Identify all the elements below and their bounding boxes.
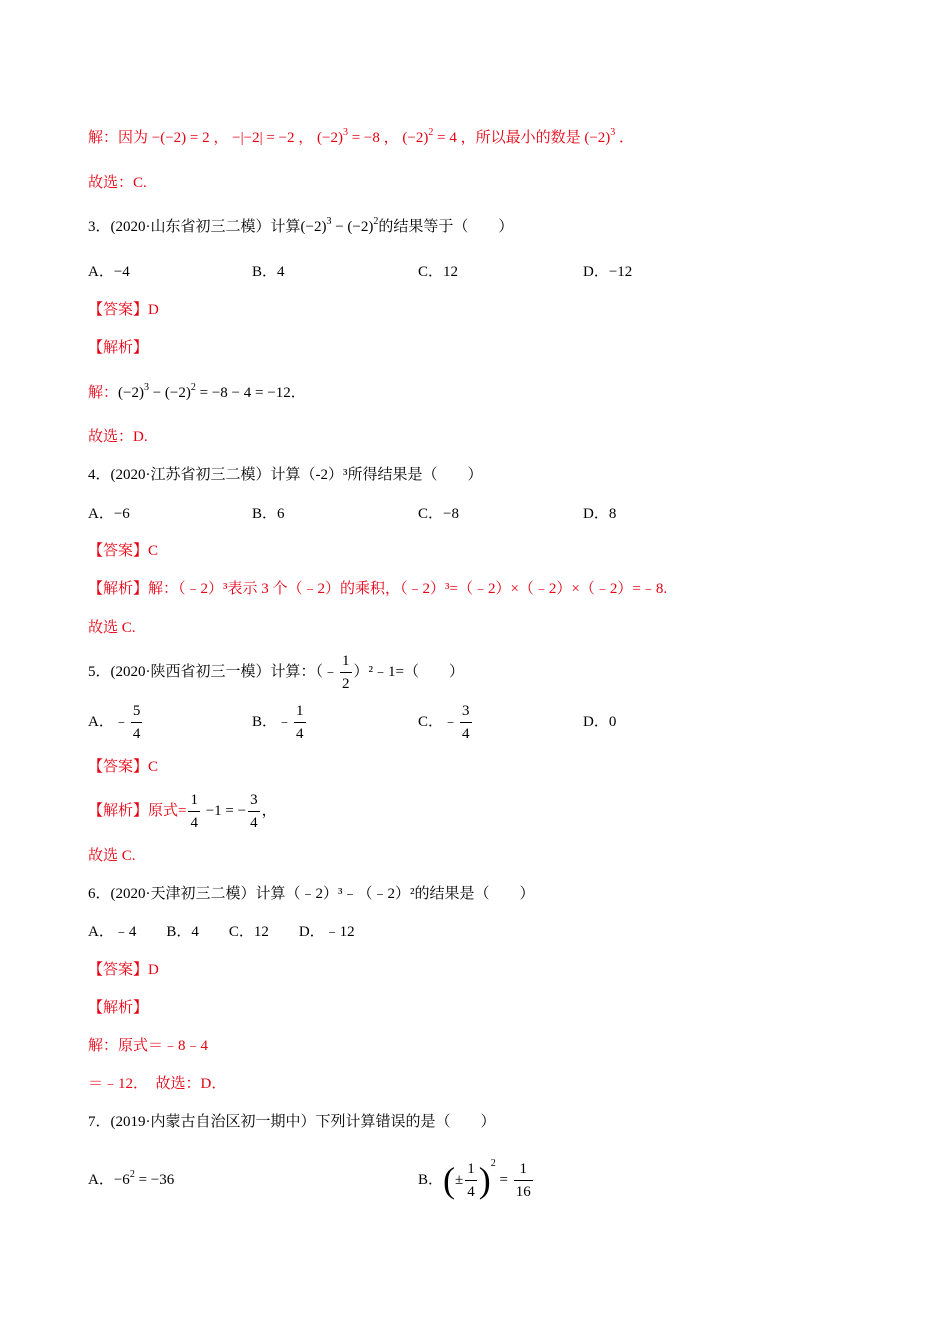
q3-solution-expr: $(-2)^3 - (-2)^2 = -8 - 4 = -12$． bbox=[118, 382, 306, 401]
q6-answer: 【答案】D bbox=[88, 962, 159, 978]
q6-solution-1: 解：原式＝﹣8﹣4 bbox=[88, 1038, 209, 1054]
q5-choice: 故选 C. bbox=[88, 848, 136, 864]
q5-analysis bbox=[88, 789, 277, 834]
top-solution-line bbox=[88, 128, 634, 148]
q6-analysis-label: 【解析】 bbox=[88, 1000, 149, 1016]
q7-stem: 7．(2019·内蒙古自治区初一期中）下列计算错误的是（ ） bbox=[88, 1114, 496, 1130]
separator: ， bbox=[213, 130, 229, 146]
q5-stem-post: ）²﹣1=（ ） bbox=[353, 664, 464, 680]
q3-solution-pre: 解： bbox=[88, 385, 119, 401]
expr-2: −|−2| = −2 bbox=[232, 130, 295, 146]
q3-answer: 【答案】D bbox=[88, 302, 159, 318]
q5-option-b: B．﹣ $\frac{1}{4}$ bbox=[252, 700, 308, 745]
q4-analysis: 【解析】解：（﹣2）³表示 3 个（﹣2）的乘积，（﹣2）³=（﹣2）×（﹣2）×（﹣2）=﹣8. bbox=[88, 581, 668, 597]
q3-option-d: D．−12 bbox=[583, 264, 633, 280]
q3-analysis-label: 【解析】 bbox=[88, 340, 149, 356]
q4-option-c: C．−8 bbox=[418, 506, 459, 522]
q4-option-a: A．−6 bbox=[88, 506, 130, 522]
top-choice: 故选：C. bbox=[88, 175, 147, 191]
q5-answer: 【答案】C bbox=[88, 759, 159, 775]
q4-answer: 【答案】C bbox=[88, 543, 159, 559]
q4-stem: 4．(2020·江苏省初三二模）计算（-2）³所得结果是（ ） bbox=[88, 467, 483, 483]
q6-options: A．﹣4 B．4 C．12 D．﹣12 bbox=[88, 924, 355, 940]
q3-option-b: B．4 bbox=[252, 264, 285, 280]
q5-stem-fraction: $\frac{1}{2}$ bbox=[340, 650, 352, 695]
q3-stem-pre: 3．(2020·山东省初三二模）计算 bbox=[88, 219, 301, 235]
separator: ， bbox=[383, 130, 399, 146]
expr-3: $(-2)^3 = -8$ bbox=[317, 127, 380, 146]
q3-option-a: A．−4 bbox=[88, 264, 130, 280]
q6-stem: 6．(2020·天津初三二模）计算（﹣2）³﹣（﹣2）²的结果是（ ） bbox=[88, 886, 535, 902]
conclusion-text: ，所以最小的数是 bbox=[460, 130, 581, 146]
q4-option-b: B．6 bbox=[252, 506, 285, 522]
solution-prefix: 解：因为 bbox=[88, 130, 149, 146]
period: ． bbox=[619, 130, 635, 146]
q6-solution-2: ＝﹣12． 故选：D． bbox=[88, 1076, 227, 1092]
q7-option-b: B．(± $\frac{1}{4}$ )$^2$ = $\frac{1}{16}$ bbox=[418, 1158, 531, 1201]
q3-choice: 故选：D. bbox=[88, 429, 148, 445]
q5-option-a: A．﹣ $\frac{5}{4}$ bbox=[88, 700, 144, 745]
q3-option-c: C．12 bbox=[418, 264, 459, 280]
q5-stem bbox=[88, 650, 464, 695]
q3-expr: $(-2)^3 - (-2)^2$ bbox=[300, 216, 379, 235]
q5-option-d: D．0 bbox=[583, 714, 617, 730]
q5-option-c: C．﹣ $\frac{3}{4}$ bbox=[418, 700, 474, 745]
separator: ， bbox=[298, 130, 314, 146]
q4-choice: 故选 C. bbox=[88, 620, 136, 636]
q3-solution bbox=[88, 383, 306, 403]
expr-1: −(−2) = 2 bbox=[151, 130, 210, 146]
q5-analysis-expr: $\frac{1}{4}$ −1 = − $\frac{3}{4}$ ， bbox=[186, 803, 276, 819]
q4-option-d: D．8 bbox=[583, 506, 617, 522]
expr-5: $(-2)^3$ bbox=[584, 127, 616, 146]
q3-stem-post: 的结果等于（ ） bbox=[378, 219, 514, 235]
q5-analysis-pre: 【解析】原式= bbox=[88, 803, 187, 819]
q5-stem-pre: 5．(2020·陕西省初三一模）计算：（﹣ bbox=[88, 664, 338, 680]
q7-option-a: A．$-6^2 = -36$ bbox=[88, 1169, 175, 1188]
q3-stem bbox=[88, 217, 513, 237]
expr-4: $(-2)^2 = 4$ bbox=[402, 127, 457, 146]
